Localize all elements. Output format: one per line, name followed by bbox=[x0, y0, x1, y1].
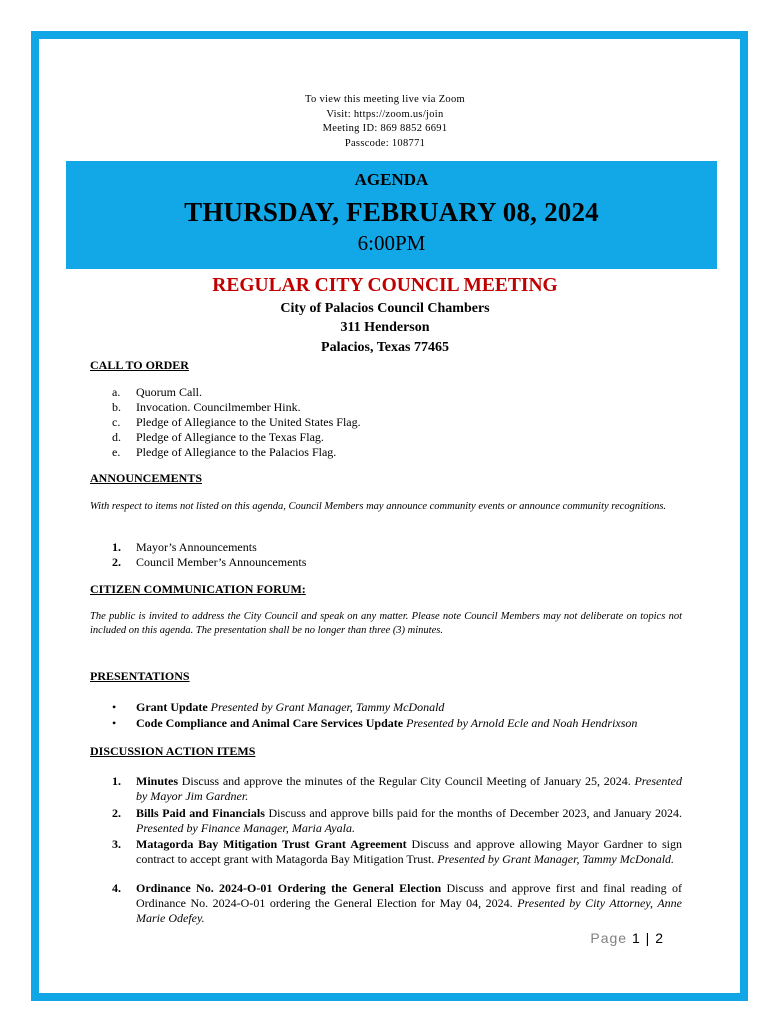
item-presenter: Presented by Mayor Jim Gardner. bbox=[136, 774, 682, 803]
item-marker: d. bbox=[112, 430, 121, 444]
item-title: Minutes bbox=[136, 774, 178, 788]
item-text: Quorum Call. bbox=[136, 385, 202, 399]
agenda-header-band bbox=[66, 161, 717, 269]
item-marker: a. bbox=[112, 385, 121, 399]
page-separator: | bbox=[645, 930, 651, 946]
item-marker: 2. bbox=[112, 555, 121, 569]
zoom-line-1: To view this meeting live via Zoom bbox=[305, 94, 465, 105]
venue-name: City of Palacios Council Chambers bbox=[280, 301, 490, 316]
page-label: Page bbox=[590, 930, 628, 946]
presentation-title: Code Compliance and Animal Care Services Update bbox=[136, 716, 404, 730]
item-marker: c. bbox=[112, 415, 121, 429]
page-number: 1 bbox=[631, 930, 641, 946]
item-text: Mayor’s Announcements bbox=[136, 540, 257, 554]
item-presenter: Presented by City Attorney, Anne Marie Odefey. bbox=[136, 896, 682, 925]
item-text: Pledge of Allegiance to the Palacios Flag. bbox=[136, 445, 337, 459]
citizen-forum-heading-text: CITIZEN COMMUNICATION FORUM bbox=[90, 582, 302, 596]
item-number: 2. bbox=[112, 806, 121, 820]
presentation-item bbox=[136, 716, 637, 731]
item-marker: 1. bbox=[112, 540, 121, 554]
presentation-item bbox=[136, 700, 444, 715]
item-text: Pledge of Allegiance to the Texas Flag. bbox=[136, 430, 324, 444]
presentation-title: Grant Update bbox=[136, 700, 208, 714]
zoom-info bbox=[0, 93, 770, 151]
item-text: Discuss and approve first and final reading of Ordinance No. 2024-O-01 ordering the General Election for May 04, 2024. bbox=[136, 881, 683, 910]
discussion-item bbox=[136, 881, 682, 926]
meeting-time: 6:00PM bbox=[357, 231, 426, 255]
presentation-presenter: Presented by Arnold Ecle and Noah Hendrixson bbox=[403, 716, 638, 730]
zoom-line-4: Passcode: 108771 bbox=[344, 137, 426, 149]
item-number: 4. bbox=[112, 881, 121, 895]
zoom-line-2: Visit: https://zoom.us/join bbox=[326, 108, 444, 120]
item-title: Bills Paid and Financials bbox=[136, 806, 265, 820]
citizen-forum-colon: : bbox=[301, 582, 306, 596]
item-text: Discuss and approve allowing Mayor Gardner to sign contract to accept grant with Matagorda Bay Mitigation Trust. bbox=[136, 837, 682, 866]
agenda-label: AGENDA bbox=[354, 170, 429, 189]
item-title: Ordinance No. 2024-O-01 Ordering the General Election bbox=[136, 881, 442, 895]
item-presenter: Presented by Finance Manager, Maria Ayala. bbox=[136, 821, 355, 835]
bullet-marker: • bbox=[112, 716, 117, 730]
item-title: Matagorda Bay Mitigation Trust Grant Agreement bbox=[136, 837, 407, 851]
item-number: 1. bbox=[112, 774, 121, 788]
meeting-title: REGULAR CITY COUNCIL MEETING bbox=[212, 275, 558, 296]
item-text: Discuss and approve the minutes of the Regular City Council Meeting of January 25, 2024. bbox=[178, 774, 635, 788]
presentations-heading: PRESENTATIONS bbox=[90, 669, 190, 683]
item-marker: b. bbox=[112, 400, 121, 414]
page-total: 2 bbox=[655, 930, 664, 946]
bullet-marker: • bbox=[112, 700, 117, 714]
discussion-item bbox=[136, 806, 682, 836]
citizen-forum-note: The public is invited to address the City Council and speak on any matter. Please note Council Members may not deliberate on topics not included on this agenda. The presentation shall be no longer than three (3) minutes. bbox=[90, 611, 682, 636]
item-presenter: Presented by Grant Manager, Tammy McDonald. bbox=[437, 852, 675, 866]
item-marker: e. bbox=[112, 445, 121, 459]
citizen-forum-heading bbox=[90, 582, 306, 597]
item-text: Discuss and approve bills paid for the months of December 2023, and January 2024. bbox=[264, 806, 682, 820]
venue-address: 311 Henderson bbox=[340, 320, 430, 335]
announcements-note: With respect to items not listed on this agenda, Council Members may announce community events or announce community recognitions. bbox=[90, 501, 667, 512]
discussion-item bbox=[136, 774, 682, 804]
meeting-date: THURSDAY, FEBRUARY 08, 2024 bbox=[184, 197, 599, 227]
item-text: Council Member’s Announcements bbox=[136, 555, 307, 569]
zoom-line-3: Meeting ID: 869 8852 6691 bbox=[322, 123, 448, 134]
presentation-presenter: Presented by Grant Manager, Tammy McDonald bbox=[207, 700, 445, 714]
discussion-heading: DISCUSSION ACTION ITEMS bbox=[90, 744, 256, 758]
item-text: Pledge of Allegiance to the United States Flag. bbox=[136, 415, 361, 429]
announcements-heading: ANNOUNCEMENTS bbox=[90, 471, 203, 485]
item-number: 3. bbox=[112, 837, 121, 851]
call-to-order-heading: CALL TO ORDER bbox=[90, 358, 189, 372]
venue-city: Palacios, Texas 77465 bbox=[321, 340, 449, 355]
discussion-item bbox=[136, 837, 682, 867]
item-text: Invocation. Councilmember Hink. bbox=[136, 400, 301, 414]
page-footer bbox=[590, 930, 664, 946]
